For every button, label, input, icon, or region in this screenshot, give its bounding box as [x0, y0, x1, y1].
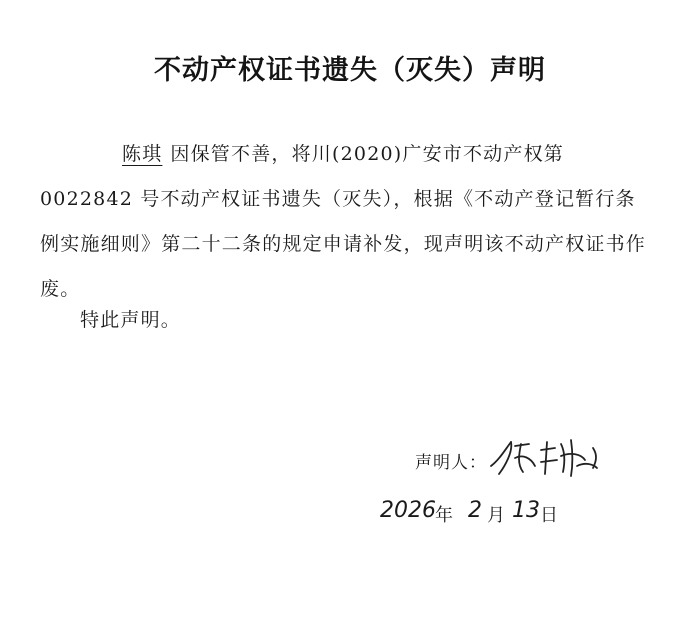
closing-statement: 特此声明。 — [80, 309, 182, 331]
date-year-char: 年 — [435, 505, 453, 526]
declaration-body — [40, 132, 652, 312]
date-month: 2 — [468, 498, 482, 523]
declaration-paragraph: 因保管不善，将川(2020)广安市不动产权第 0022842 号不动产权证书遗失（灭失），根据《不动产登记暂行条例实施细则》第二十二条的规定申请补发，现声明该不动产权证书作废。 — [40, 143, 647, 300]
date-block — [380, 498, 640, 538]
date-month-char: 月 — [487, 505, 505, 526]
date-day: 13 — [512, 498, 540, 523]
document-title: 不动产权证书遗失（灭失）声明 — [154, 55, 546, 86]
handwritten-signature — [485, 432, 635, 482]
signature-label: 声明人： — [415, 453, 487, 473]
signature-block — [395, 440, 655, 480]
date-day-char: 日 — [540, 505, 558, 526]
declarant-name: 陈琪 — [122, 143, 163, 165]
date-year: 2026 — [380, 498, 436, 523]
